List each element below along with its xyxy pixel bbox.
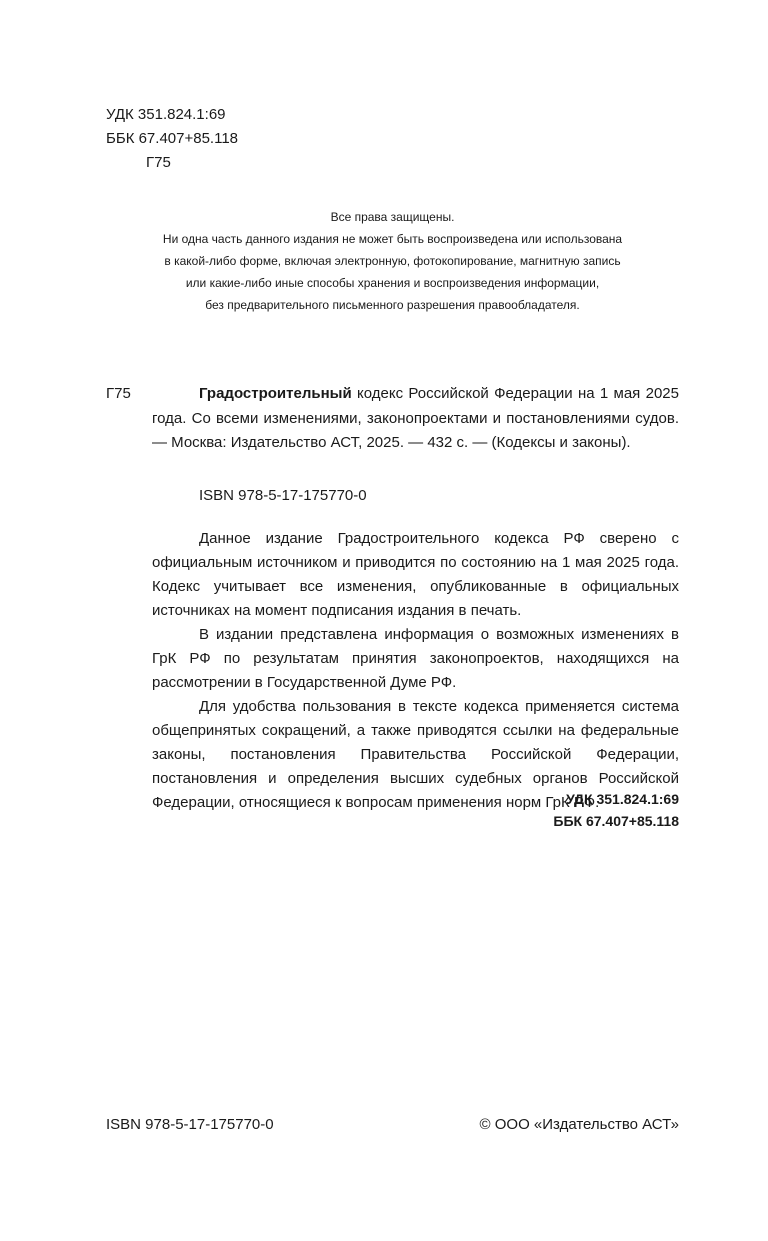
bib-text: кодекс Российской Федерации на 1 мая 2025 года. Со всеми изменениями, законопроектами и постановлениями судов. — Москва: Издательство АСТ, 2025. — 432 с. — (Кодексы и законы). (152, 385, 679, 451)
rights-line: Все права защищены. (330, 210, 455, 224)
udk-code-bold: УДК 351.824.1:69 (566, 791, 679, 807)
rights-notice (106, 206, 679, 316)
annotation-paragraph: В издании представлена информация о возможных изменениях в ГрК РФ по результатам принятия законопроектов, находящихся на рассмотрении в Государственной Думе РФ. (152, 626, 679, 691)
rights-line: в какой-либо форме, включая электронную, фотокопирование, магнитную запись (164, 254, 621, 268)
bibliographic-record (106, 382, 679, 456)
classification-header (106, 103, 238, 175)
bbk-code-bold: ББК 67.407+85.118 (553, 813, 679, 829)
bib-title: Градостроительный (199, 385, 352, 402)
rights-line: без предварительного письменного разрешения правообладателя. (205, 298, 580, 312)
footer-isbn: ISBN 978-5-17-175770-0 (106, 1116, 274, 1133)
isbn: ISBN 978-5-17-175770-0 (199, 487, 367, 504)
annotation (152, 527, 679, 815)
bib-author-mark: Г75 (106, 385, 131, 402)
annotation-paragraph: Для удобства пользования в тексте кодекса применяется система общепринятых сокращений, а также приводятся ссылки на федеральные законы, постановления Правительства Российской Федерации, постановления и определения высших судебных органов Российской Федерации, относящиеся к вопросам применения норм ГрК РФ. (152, 698, 679, 811)
rights-line: Ни одна часть данного издания не может быть воспроизведена или использована (162, 232, 623, 246)
annotation-paragraph: Данное издание Градостроительного кодекса РФ сверено с официальным источником и приводится по состоянию на 1 мая 2025 года. Кодекс учитывает все изменения, опубликованные в официальных источниках на момент подписания издания в печать. (152, 530, 679, 619)
bib-description (106, 382, 679, 456)
classification-codes (450, 788, 679, 832)
rights-line: или какие-либо иные способы хранения и воспроизведения информации, (185, 276, 600, 290)
footer-copyright: © ООО «Издательство АСТ» (479, 1116, 679, 1133)
bbk-code: ББК 67.407+85.118 (106, 130, 238, 147)
udk-code: УДК 351.824.1:69 (106, 106, 226, 123)
author-mark: Г75 (146, 154, 171, 171)
